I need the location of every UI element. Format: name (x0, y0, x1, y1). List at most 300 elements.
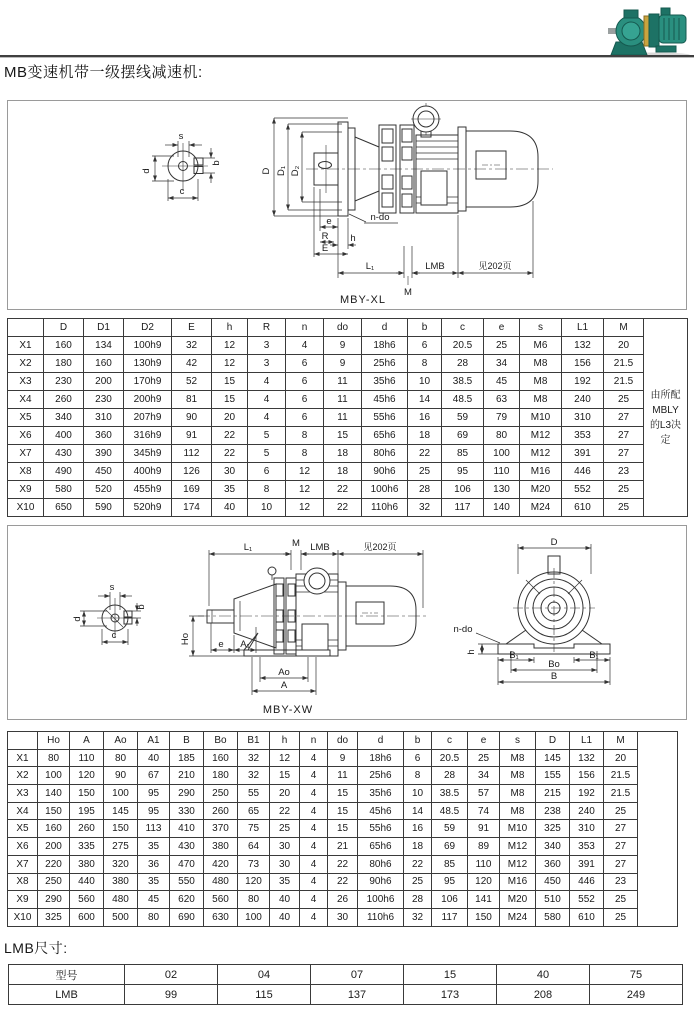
table-cell: 446 (562, 463, 604, 481)
table-cell: 85 (432, 855, 468, 873)
row-label: X2 (8, 767, 38, 785)
mby-xl-dimension-table (7, 318, 688, 517)
row-label: X8 (8, 463, 44, 481)
dim-label-M: M (292, 538, 300, 549)
table-cell: 12 (286, 481, 324, 499)
row-label: 型号 (9, 965, 125, 985)
row-label: X4 (8, 391, 44, 409)
lmb-size-table (8, 964, 683, 1005)
table-cell: 35 (138, 838, 170, 856)
table-cell: 95 (432, 873, 468, 891)
dim-label-A1: A₁ (240, 639, 250, 650)
table-cell: 80h6 (362, 445, 408, 463)
column-header: L1 (570, 732, 604, 750)
table-cell: M12 (520, 427, 562, 445)
diagram-caption: MBY-XL (340, 294, 386, 306)
table-row (8, 391, 688, 409)
table-cell: 126 (172, 463, 212, 481)
table-cell: 15 (270, 767, 300, 785)
column-header: Ho (38, 732, 70, 750)
table-cell: 420 (204, 855, 238, 873)
row-label: X10 (8, 908, 38, 926)
dim-label-s: s (109, 582, 115, 593)
table-cell: 500 (104, 908, 138, 926)
table-cell: 35 (270, 873, 300, 891)
table-cell: 240 (562, 391, 604, 409)
table-cell: M8 (520, 391, 562, 409)
table-cell: 430 (44, 445, 84, 463)
table-cell: 210 (170, 767, 204, 785)
table-cell: 21.5 (604, 355, 644, 373)
row-label: X4 (8, 802, 38, 820)
table-cell: 9 (328, 749, 358, 767)
table-cell: 195 (70, 802, 104, 820)
table-cell: 550 (170, 873, 204, 891)
row-label: X8 (8, 873, 38, 891)
table-cell: 450 (536, 873, 570, 891)
table-cell: 610 (570, 908, 604, 926)
table-cell: 04 (218, 965, 311, 985)
dim-label-L1: L₁ (243, 542, 253, 553)
table-cell: 18h6 (358, 749, 404, 767)
column-header: c (442, 319, 484, 337)
dim-label-D2: D₂ (290, 165, 301, 177)
table-cell: 173 (404, 985, 497, 1005)
table-cell: 14 (408, 391, 442, 409)
row-label: X9 (8, 891, 38, 909)
table-cell: 25 (604, 391, 644, 409)
table-cell: 620 (170, 891, 204, 909)
table-cell: 25h6 (358, 767, 404, 785)
table-cell: 32 (238, 749, 270, 767)
table-cell: 45h6 (362, 391, 408, 409)
table-cell: 160 (204, 749, 238, 767)
table-cell: 480 (204, 873, 238, 891)
table-cell: 95 (138, 802, 170, 820)
table-cell: 249 (590, 985, 683, 1005)
table-cell: 132 (570, 749, 604, 767)
column-header: D (536, 732, 570, 750)
table-cell: 391 (570, 855, 604, 873)
table-cell: 22 (404, 855, 432, 873)
row-label: X6 (8, 427, 44, 445)
table-cell: 4 (300, 908, 328, 926)
table-cell: 145 (536, 749, 570, 767)
table-cell: 345h9 (124, 445, 172, 463)
table-cell: 360 (84, 427, 124, 445)
column-header: do (328, 732, 358, 750)
table-cell: 446 (570, 873, 604, 891)
table-cell: 15 (328, 785, 358, 803)
table-row (9, 965, 683, 985)
table-cell: 6 (286, 373, 324, 391)
table-cell: 250 (204, 785, 238, 803)
table-row (8, 373, 688, 391)
table-cell: 22 (324, 481, 362, 499)
table-cell: 5 (248, 427, 286, 445)
table-cell: 21.5 (604, 767, 638, 785)
table-cell: 260 (204, 802, 238, 820)
table-cell: 38.5 (442, 373, 484, 391)
table-cell: 110h6 (362, 499, 408, 517)
dim-label-LMB: LMB (310, 542, 330, 553)
table-cell: 20.5 (432, 749, 468, 767)
housing-cap (624, 10, 638, 18)
table-cell: 230 (84, 391, 124, 409)
table-cell: 490 (44, 463, 84, 481)
gear-motor-photo (608, 6, 692, 58)
gold-ring (644, 16, 649, 46)
row-label: X1 (8, 337, 44, 355)
table-cell: 20 (604, 749, 638, 767)
table-cell: 25 (408, 463, 442, 481)
table-cell: 100h6 (362, 481, 408, 499)
table-cell: 110h6 (358, 908, 404, 926)
table-cell: 106 (442, 481, 484, 499)
table-cell: 150 (70, 785, 104, 803)
column-header: R (248, 319, 286, 337)
table-cell: 370 (204, 820, 238, 838)
table-cell: 12 (212, 355, 248, 373)
column-header: D1 (84, 319, 124, 337)
column-header: s (500, 732, 536, 750)
header-rule (0, 55, 694, 58)
table-cell: 52 (172, 373, 212, 391)
table-cell: 23 (604, 463, 644, 481)
table-cell: 110 (468, 855, 500, 873)
table-cell: 290 (170, 785, 204, 803)
table-cell: 9 (324, 337, 362, 355)
row-label: X1 (8, 749, 38, 767)
table-cell: 22 (270, 802, 300, 820)
table-row (8, 785, 678, 803)
table-cell: 42 (172, 355, 212, 373)
table-cell: 40 (138, 749, 170, 767)
table-cell: 85 (442, 445, 484, 463)
dim-label-c: c (111, 630, 117, 641)
dim-label-Ao: Ao (278, 667, 290, 678)
table-cell: 275 (104, 838, 138, 856)
table-cell: 250 (38, 873, 70, 891)
motor-body (659, 15, 686, 43)
dim-label-see-page: 见202页 (363, 542, 397, 552)
table-cell: 89 (468, 838, 500, 856)
table-cell: 32 (408, 499, 442, 517)
table-cell: 26 (328, 891, 358, 909)
table-cell: 10 (404, 785, 432, 803)
table-cell: 90 (172, 409, 212, 427)
table-cell: 27 (604, 838, 638, 856)
table-cell: 02 (125, 965, 218, 985)
column-header: Ao (104, 732, 138, 750)
table-cell: 25 (604, 481, 644, 499)
column-header: e (468, 732, 500, 750)
table-cell: 12 (286, 463, 324, 481)
table-row (8, 409, 688, 427)
column-header: c (432, 732, 468, 750)
dim-label-L1: L₁ (365, 261, 375, 272)
table-cell: 160 (84, 355, 124, 373)
table-cell: 90 (104, 767, 138, 785)
table-cell: 63 (484, 391, 520, 409)
table-cell: 22 (408, 445, 442, 463)
table-cell: 25 (404, 873, 432, 891)
table-cell: 27 (604, 855, 638, 873)
table-cell: 137 (311, 985, 404, 1005)
table-cell: 380 (204, 838, 238, 856)
dim-label-M: M (404, 287, 412, 298)
table-cell: 4 (248, 409, 286, 427)
table-cell: 15 (404, 965, 497, 985)
column-header: d (362, 319, 408, 337)
table-cell: 690 (170, 908, 204, 926)
table-cell: 150 (38, 802, 70, 820)
table-cell: 310 (84, 409, 124, 427)
diagram-mby-xw (8, 526, 686, 719)
table-cell: 100 (104, 785, 138, 803)
table-cell: 207h9 (124, 409, 172, 427)
table-cell: 22 (324, 499, 362, 517)
column-header: h (270, 732, 300, 750)
dim-label-n-do: n-do (453, 624, 473, 635)
table-cell: 32 (172, 337, 212, 355)
header-row (8, 732, 678, 750)
table-cell: 12 (212, 337, 248, 355)
table-cell: 28 (404, 891, 432, 909)
table-cell: 4 (248, 373, 286, 391)
table-cell: 23 (604, 873, 638, 891)
table-cell: M16 (520, 463, 562, 481)
table-cell: 6 (286, 391, 324, 409)
table-cell: 91 (468, 820, 500, 838)
table-cell: 6 (408, 337, 442, 355)
row-label: X5 (8, 820, 38, 838)
table-cell: M8 (500, 802, 536, 820)
table-cell: 95 (138, 785, 170, 803)
row-label: X3 (8, 785, 38, 803)
dim-label-e: e (326, 216, 332, 227)
table-cell: 20.5 (442, 337, 484, 355)
table-cell: 4 (300, 802, 328, 820)
table-cell: 117 (442, 499, 484, 517)
table-cell: M8 (500, 767, 536, 785)
table-cell: M16 (500, 873, 536, 891)
table-row (9, 985, 683, 1005)
table-row (8, 802, 678, 820)
table-cell: 120 (468, 873, 500, 891)
column-header: D2 (124, 319, 172, 337)
table-cell: 560 (70, 891, 104, 909)
table-cell: 5 (248, 445, 286, 463)
dim-label-Ho: Ho (180, 632, 191, 646)
table-cell: 11 (324, 373, 362, 391)
table-cell: 4 (300, 820, 328, 838)
table-cell: 4 (300, 838, 328, 856)
table-cell: 18h6 (362, 337, 408, 355)
table-cell: 3 (248, 355, 286, 373)
table-cell: 410 (170, 820, 204, 838)
table-cell: 380 (70, 855, 104, 873)
table-row (8, 427, 688, 445)
column-header: M (604, 319, 644, 337)
table-cell: 45h6 (358, 802, 404, 820)
table-cell: 65h6 (362, 427, 408, 445)
dim-label-h: h (350, 233, 356, 244)
table-cell: 340 (44, 409, 84, 427)
row-label: X3 (8, 373, 44, 391)
table-cell: M20 (500, 891, 536, 909)
table-cell: 6 (286, 355, 324, 373)
column-header: b (404, 732, 432, 750)
table-cell: 4 (300, 873, 328, 891)
table-cell: 100h9 (124, 337, 172, 355)
table-cell: 22 (212, 427, 248, 445)
column-header (8, 319, 44, 337)
table-cell: 64 (238, 838, 270, 856)
table-cell: 18 (324, 445, 362, 463)
table-cell: 200 (38, 838, 70, 856)
table-cell: 156 (570, 767, 604, 785)
table-cell: 35h6 (362, 373, 408, 391)
table-cell: 8 (286, 427, 324, 445)
table-cell: 9 (324, 355, 362, 373)
table-cell: 192 (570, 785, 604, 803)
column-header: L1 (562, 319, 604, 337)
column-header: Bo (204, 732, 238, 750)
table-cell: 30 (270, 838, 300, 856)
table-cell: 310 (570, 820, 604, 838)
table-cell: 65 (238, 802, 270, 820)
table-cell: 230 (44, 373, 84, 391)
table-cell: 340 (536, 838, 570, 856)
table-cell: M12 (500, 838, 536, 856)
table-cell: M10 (500, 820, 536, 838)
table-cell: 12 (270, 749, 300, 767)
table-cell: 25 (604, 891, 638, 909)
column-header: B (170, 732, 204, 750)
table-cell: 4 (286, 337, 324, 355)
table-cell: 25 (468, 749, 500, 767)
dim-label-D: D (550, 537, 558, 548)
table-cell: 30 (328, 908, 358, 926)
table-cell: 81 (172, 391, 212, 409)
diagram-mby-xw-box (7, 525, 687, 720)
table-cell: 353 (562, 427, 604, 445)
column-header: M (604, 732, 638, 750)
table-cell: 140 (484, 499, 520, 517)
table-cell: 25 (270, 820, 300, 838)
table-cell: 20 (604, 337, 644, 355)
table-cell: 170h9 (124, 373, 172, 391)
table-cell: 390 (84, 445, 124, 463)
table-cell: 18 (408, 427, 442, 445)
table-row (8, 499, 688, 517)
table-cell: 160 (38, 820, 70, 838)
table-cell: 192 (562, 373, 604, 391)
table-cell: 130h9 (124, 355, 172, 373)
empty-column (638, 732, 678, 927)
table-row (8, 908, 678, 926)
table-cell: M24 (520, 499, 562, 517)
table-cell: 335 (70, 838, 104, 856)
column-header: b (408, 319, 442, 337)
table-cell: 470 (170, 855, 204, 873)
dim-label-Bo: Bo (548, 659, 560, 670)
column-header: B1 (238, 732, 270, 750)
table-cell: 4 (300, 785, 328, 803)
table-row (8, 445, 688, 463)
table-cell: 134 (84, 337, 124, 355)
table-cell: 32 (404, 908, 432, 926)
table-cell: 185 (170, 749, 204, 767)
table-row (8, 481, 688, 499)
table-row (8, 838, 678, 856)
row-label: X7 (8, 445, 44, 463)
table-cell: 40 (497, 965, 590, 985)
table-cell: 10 (248, 499, 286, 517)
table-cell: 169 (172, 481, 212, 499)
header-row (8, 319, 688, 337)
lmb-section-title: LMB尺寸: (4, 940, 68, 956)
table-cell: 155 (536, 767, 570, 785)
table-cell: 80 (238, 891, 270, 909)
column-header: h (212, 319, 248, 337)
dim-label-c: c (179, 186, 185, 197)
dim-label-LMB: LMB (425, 261, 445, 272)
row-label: X7 (8, 855, 38, 873)
table-cell: 21.5 (604, 785, 638, 803)
dim-label-b: b (136, 604, 147, 610)
table-cell: 520 (84, 481, 124, 499)
table-cell: 100 (484, 445, 520, 463)
dim-label-D1: D₁ (276, 165, 287, 177)
table-cell: M12 (500, 855, 536, 873)
table-cell: 79 (484, 409, 520, 427)
table-cell: 55h6 (358, 820, 404, 838)
table-cell: 238 (536, 802, 570, 820)
table-cell: 110 (70, 749, 104, 767)
table-cell: 34 (484, 355, 520, 373)
table-cell: 59 (442, 409, 484, 427)
table-cell: 106 (432, 891, 468, 909)
dim-label-h: h (466, 649, 477, 655)
table-cell: 28 (432, 767, 468, 785)
table-cell: 310 (562, 409, 604, 427)
table-cell: 208 (497, 985, 590, 1005)
dim-label-d: d (72, 616, 83, 622)
table-cell: 140 (38, 785, 70, 803)
cycloid-housing-inner (622, 22, 640, 40)
table-cell: 74 (468, 802, 500, 820)
table-cell: 141 (468, 891, 500, 909)
table-cell: 260 (70, 820, 104, 838)
table-cell: M8 (520, 355, 562, 373)
table-cell: 600 (70, 908, 104, 926)
table-cell: 4 (300, 855, 328, 873)
table-cell: 69 (442, 427, 484, 445)
table-cell: 455h9 (124, 481, 172, 499)
table-cell: 80h6 (358, 855, 404, 873)
table-cell: 4 (300, 767, 328, 785)
table-cell: 150 (468, 908, 500, 926)
column-header: D (44, 319, 84, 337)
table-cell: 4 (300, 749, 328, 767)
table-cell: 150 (104, 820, 138, 838)
dim-label-B1-right: B₁ (589, 650, 599, 661)
table-cell: 6 (248, 463, 286, 481)
table-cell: 8 (408, 355, 442, 373)
table-cell: M6 (520, 337, 562, 355)
